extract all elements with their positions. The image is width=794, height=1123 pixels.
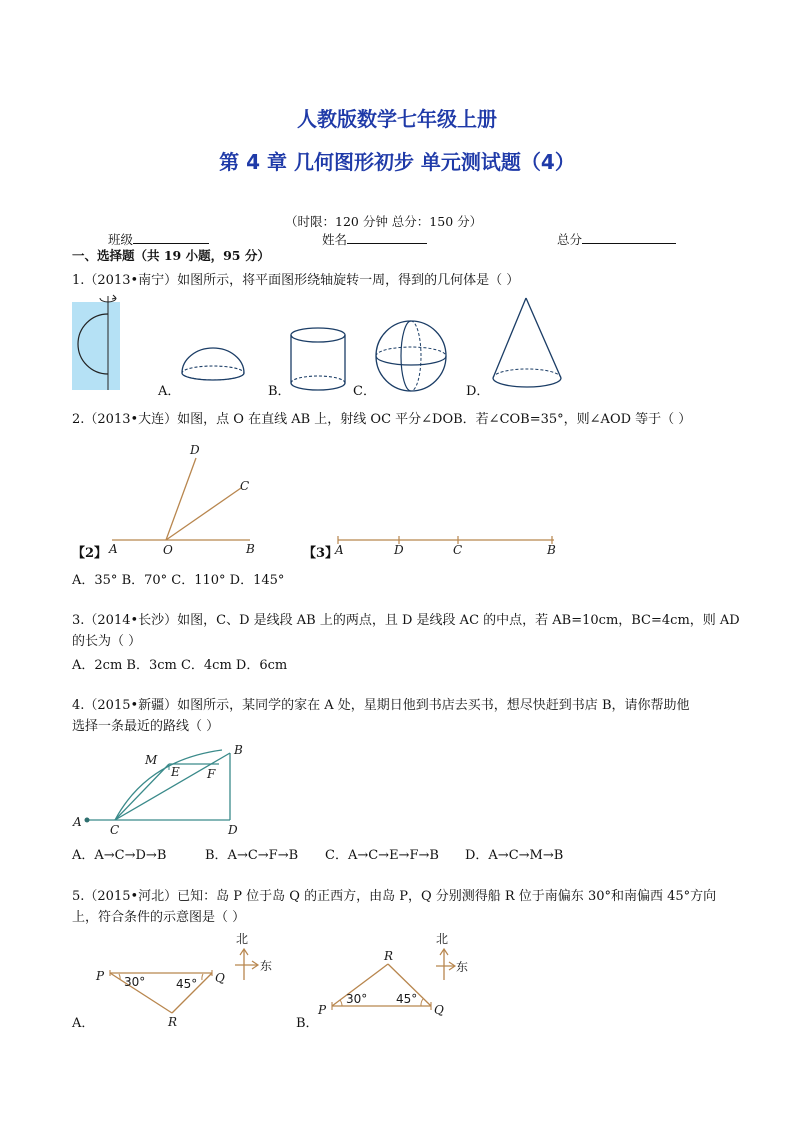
q4-label-c: C <box>110 823 120 837</box>
q1-plane-figure <box>72 292 122 392</box>
q5a-angle-45: 45° <box>176 977 198 991</box>
question-3-stem-line1: 3.（2014•长沙）如图，C、D 是线段 AB 上的两点，且 D 是线段 AC 的中点，若 AB=10cm，BC=4cm，则 AD <box>72 613 740 628</box>
sphere-figure <box>373 318 449 394</box>
cone-figure <box>488 296 568 396</box>
q1-option-b[interactable]: B． <box>268 384 291 399</box>
name-label: 姓名 <box>322 232 348 247</box>
q5b-angle-45: 45° <box>396 992 418 1006</box>
q1-option-d[interactable]: D． <box>466 384 490 399</box>
q3-segment-figure <box>334 530 564 560</box>
question-4-stem-line2: 选择一条最近的路线（ ） <box>72 719 220 734</box>
q5b-compass-east: 东 <box>456 960 469 974</box>
q2-angle-figure <box>108 440 268 558</box>
q5a-compass-north: 北 <box>236 932 249 946</box>
class-label: 班级 <box>108 232 134 247</box>
q4-label-m: M <box>145 753 158 767</box>
q4-label-d: D <box>228 823 238 837</box>
q3-label-c: C <box>453 543 463 557</box>
q5-figure-a <box>92 928 292 1028</box>
q5a-label-r: R <box>168 1015 178 1029</box>
question-2-options: A．35° B．70° C．110° D．145° <box>72 573 285 588</box>
q5b-compass-north: 北 <box>436 932 449 946</box>
q2-label-o: O <box>163 543 173 557</box>
figure-3-tag: 【3】 <box>303 546 339 561</box>
section-heading: 一、选择题（共 19 小题，95 分） <box>72 248 270 263</box>
q4-option-d[interactable]: D．A→C→M→B <box>465 848 564 863</box>
question-2-stem: 2.（2013•大连）如图，点 O 在直线 AB 上，射线 OC 平分∠DOB．若∠COB=35°，则∠AOD 等于（ ） <box>72 412 692 427</box>
cylinder-figure <box>288 325 350 395</box>
q5a-compass-east: 东 <box>260 959 273 973</box>
q5b-label-p: P <box>318 1003 327 1017</box>
q5b-label-q: Q <box>434 1003 444 1017</box>
q3-label-a: A <box>335 543 344 557</box>
q2-label-c: C <box>240 479 250 493</box>
q3-label-b: B <box>547 543 556 557</box>
score-field <box>557 230 676 248</box>
name-field <box>322 230 427 248</box>
question-5-stem-line2: 上，符合条件的示意图是（ ） <box>72 910 246 925</box>
q4-label-a: A <box>73 815 82 829</box>
q5a-angle-30: 30° <box>124 975 146 989</box>
hemisphere-figure <box>178 345 248 390</box>
q5-option-b[interactable]: B． <box>296 1016 319 1031</box>
question-3-options: A．2cm B．3cm C．4cm D．6cm <box>72 658 288 673</box>
question-4-stem-line1: 4.（2015•新疆）如图所示，某同学的家在 A 处，星期日他到书店去买书，想尽快赶到书店 B，请你帮助他 <box>72 698 690 713</box>
q4-option-b[interactable]: B．A→C→F→B <box>205 848 299 863</box>
q4-option-c[interactable]: C．A→C→E→F→B <box>325 848 439 863</box>
time-info: （时限：120 分钟 总分：150 分） <box>285 214 483 229</box>
score-label: 总分 <box>557 232 583 247</box>
q4-route-figure <box>72 740 262 840</box>
q4-label-e: E <box>171 765 180 779</box>
page-subtitle: 第 4 章 几何图形初步 单元测试题（4） <box>219 150 575 174</box>
q1-option-c[interactable]: C． <box>353 384 376 399</box>
question-1-stem: 1.（2013•南宁）如图所示，将平面图形绕轴旋转一周，得到的几何体是（ ） <box>72 273 520 288</box>
q5b-angle-30: 30° <box>346 992 368 1006</box>
q2-label-b: B <box>246 542 255 556</box>
q5a-label-p: P <box>96 969 105 983</box>
figure-2-tag: 【2】 <box>72 546 108 561</box>
q5-figure-b <box>316 928 486 1028</box>
q1-option-a[interactable]: A． <box>158 384 181 399</box>
q5-option-a[interactable]: A． <box>72 1016 95 1031</box>
q5a-label-q: Q <box>215 971 225 985</box>
q5b-label-r: R <box>384 949 394 963</box>
q4-option-a[interactable]: A．A→C→D→B <box>72 848 167 863</box>
q3-label-d: D <box>394 543 404 557</box>
q4-label-f: F <box>207 767 216 781</box>
q2-label-d: D <box>190 443 200 457</box>
question-3-stem-line2: 的长为（ ） <box>72 634 142 649</box>
question-5-stem-line1: 5.（2015•河北）已知：岛 P 位于岛 Q 的正西方，由岛 P，Q 分别测得船 R 位于南偏东 30°和南偏西 45°方向 <box>72 889 717 904</box>
page-title: 人教版数学七年级上册 <box>297 107 497 131</box>
q2-label-a: A <box>109 542 118 556</box>
q4-label-b: B <box>234 743 243 757</box>
